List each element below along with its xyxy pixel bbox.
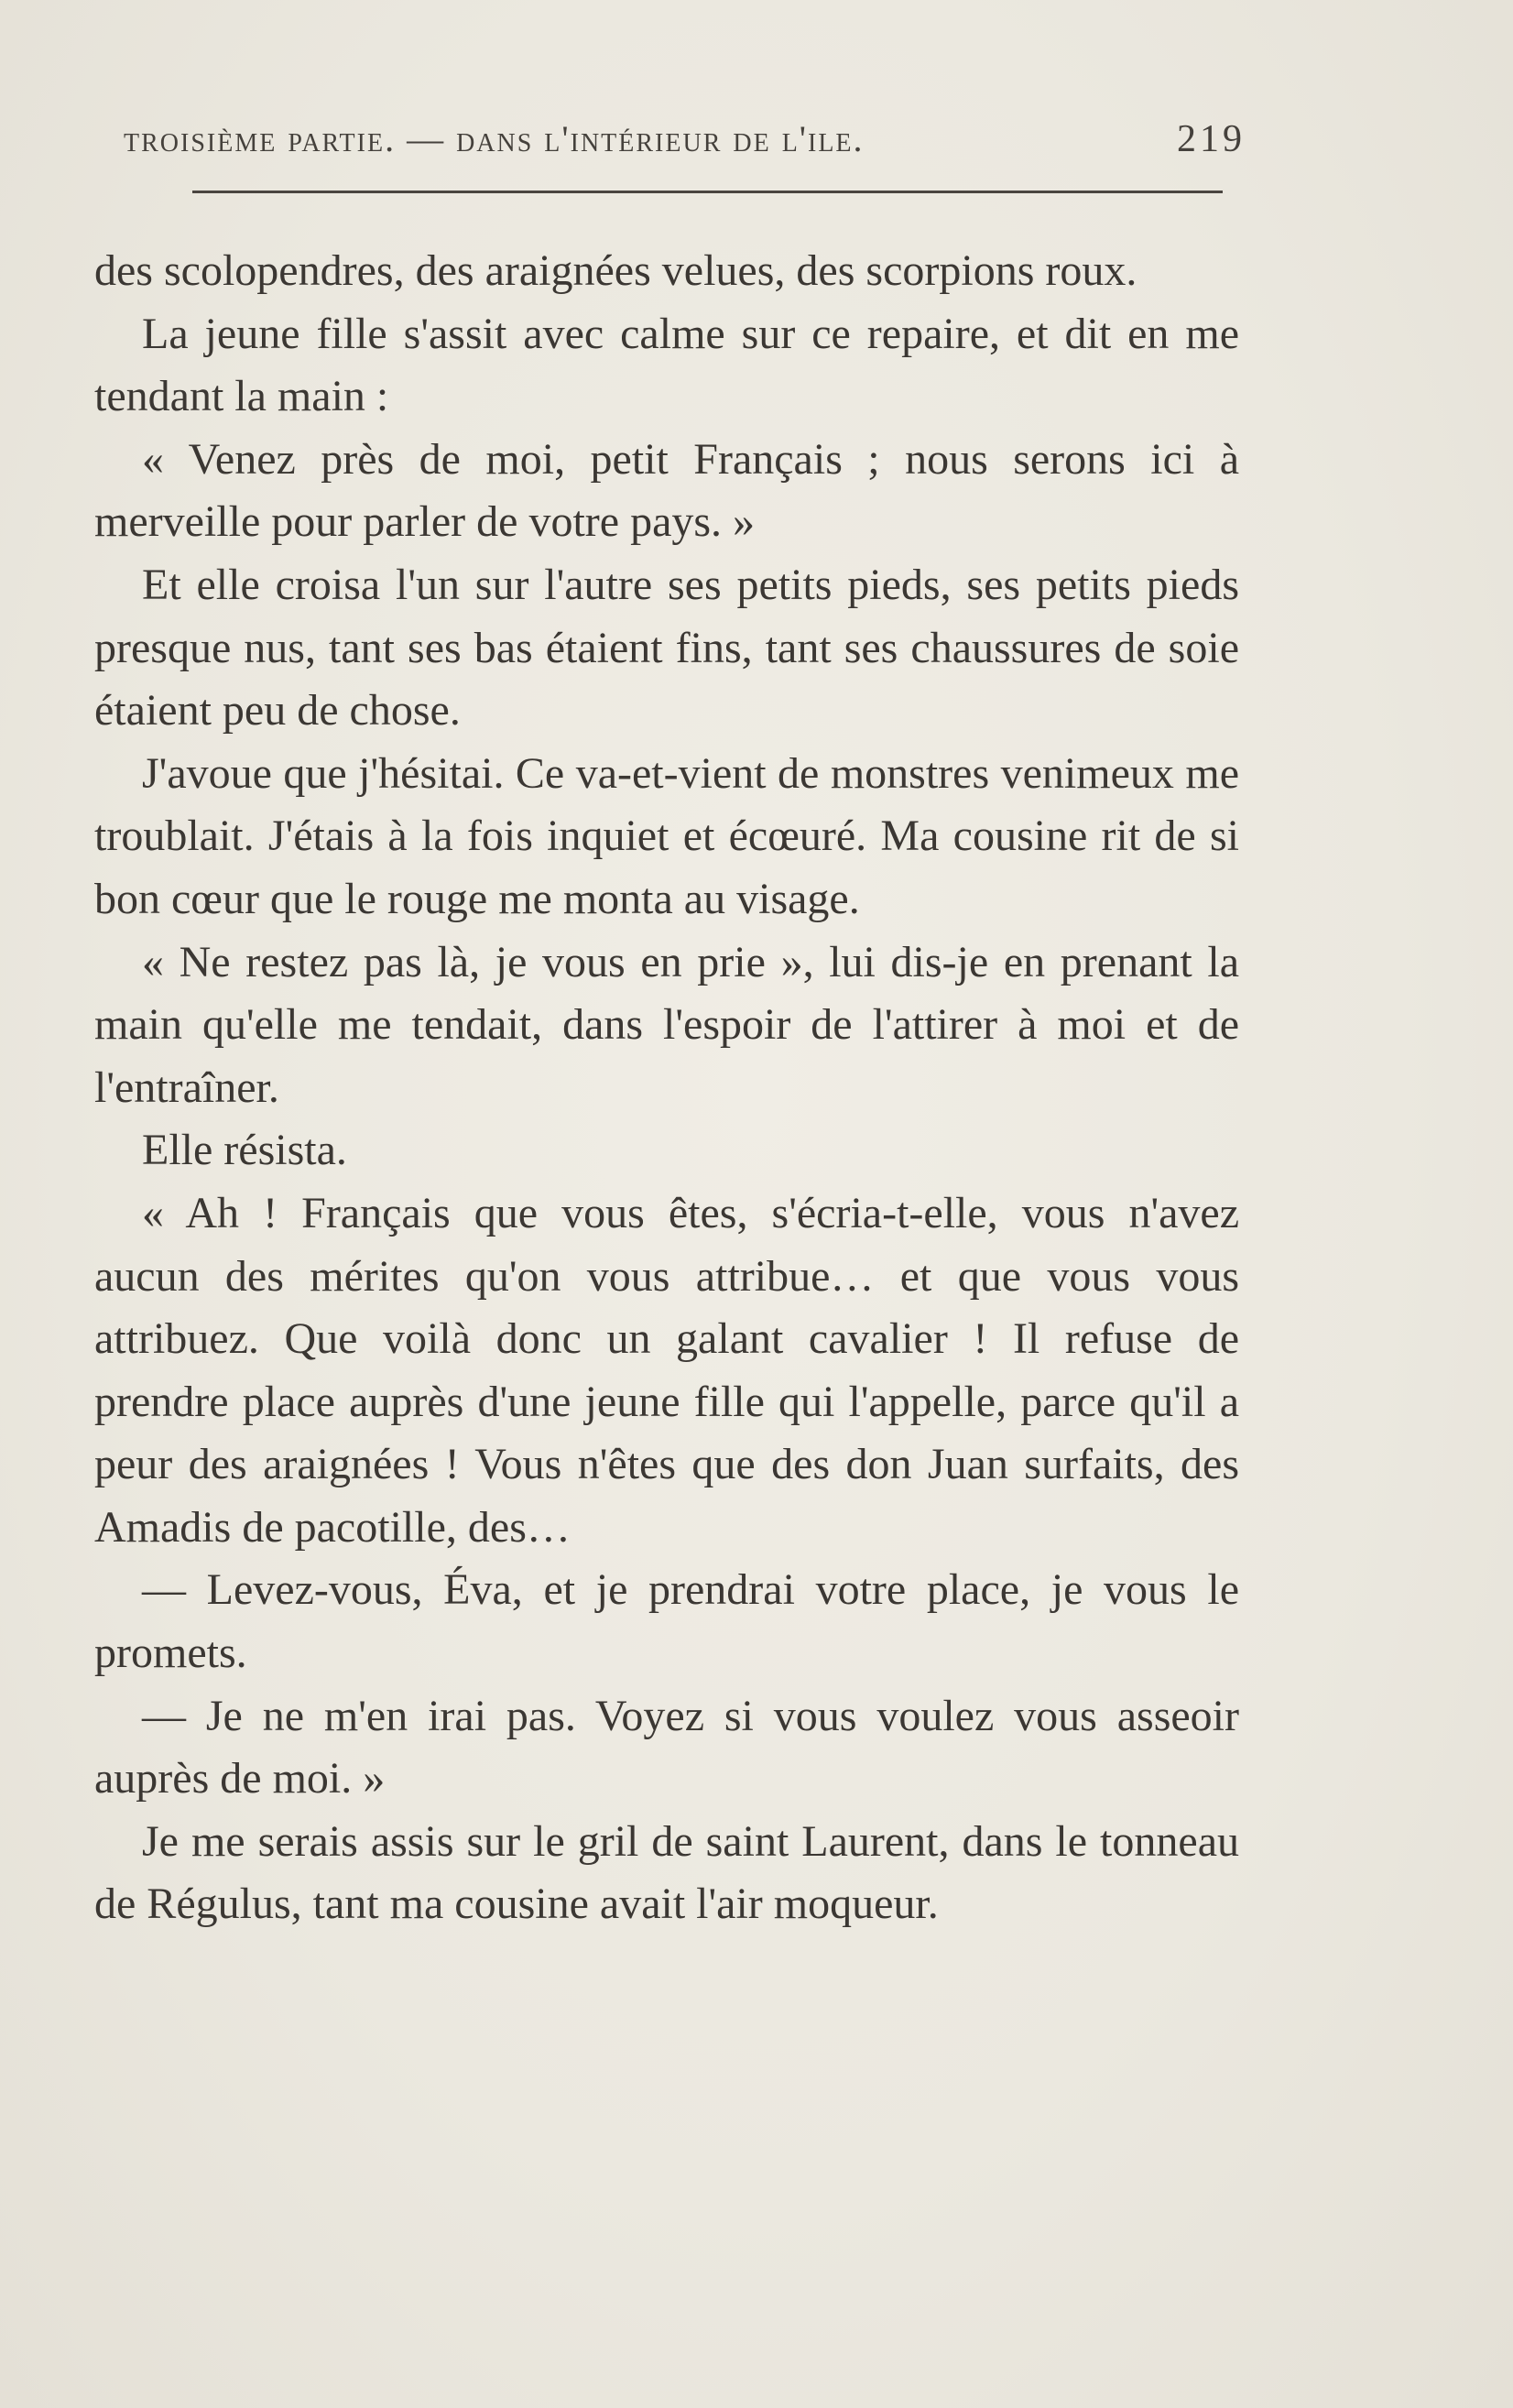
- header-rule: [192, 191, 1223, 193]
- page-number: 219: [1177, 118, 1246, 160]
- paragraph: La jeune fille s'assit avec calme sur ce repaire, et dit en me tendant la main :: [94, 309, 1239, 421]
- paragraph: « Ne restez pas là, je vous en prie », lui dis-je en prenant la main qu'elle me tendait, dans l'espoir de l'attirer à moi et de l'entraîner.: [94, 937, 1239, 1112]
- paragraph: Je me serais assis sur le gril de saint Laurent, dans le tonneau de Régulus, tant ma cousine avait l'air moqueur.: [94, 1816, 1239, 1929]
- paragraph: J'avoue que j'hésitai. Ce va-et-vient de monstres venimeux me troublait. J'étais à la fois inquiet et écœuré. Ma cousine rit de si bon cœur que le rouge me monta au visage.: [94, 748, 1239, 923]
- paragraph: des scolopendres, des araignées velues, des scorpions roux.: [94, 246, 1137, 295]
- paragraph: — Je ne m'en irai pas. Voyez si vous voulez vous asseoir auprès de moi. »: [94, 1691, 1239, 1803]
- paragraph: — Levez-vous, Éva, et je prendrai votre place, je vous le promets.: [94, 1565, 1239, 1678]
- body-text: [94, 240, 1239, 1936]
- paragraph: « Ah ! Français que vous êtes, s'écria-t-elle, vous n'avez aucun des mérites qu'on vous attribue… et que vous vous attribuez. Que voilà donc un galant cavalier ! Il refuse de prendre place auprès d'une jeune fille qui l'appelle, parce qu'il a peur des araignées ! Vous n'êtes que des don Juan surfaits, des Amadis de pacotille, des…: [94, 1188, 1239, 1552]
- paragraph: Et elle croisa l'un sur l'autre ses petits pieds, ses petits pieds presque nus, tant ses bas étaient fins, tant ses chaussures de soie étaient peu de chose.: [94, 560, 1239, 735]
- paragraph: « Venez près de moi, petit Français ; nous serons ici à merveille pour parler de votre pays. »: [94, 434, 1239, 547]
- running-head: [124, 117, 1246, 161]
- running-title: troisième partie. — dans l'intérieur de l'ile.: [124, 118, 865, 159]
- paragraph: Elle résista.: [142, 1126, 347, 1175]
